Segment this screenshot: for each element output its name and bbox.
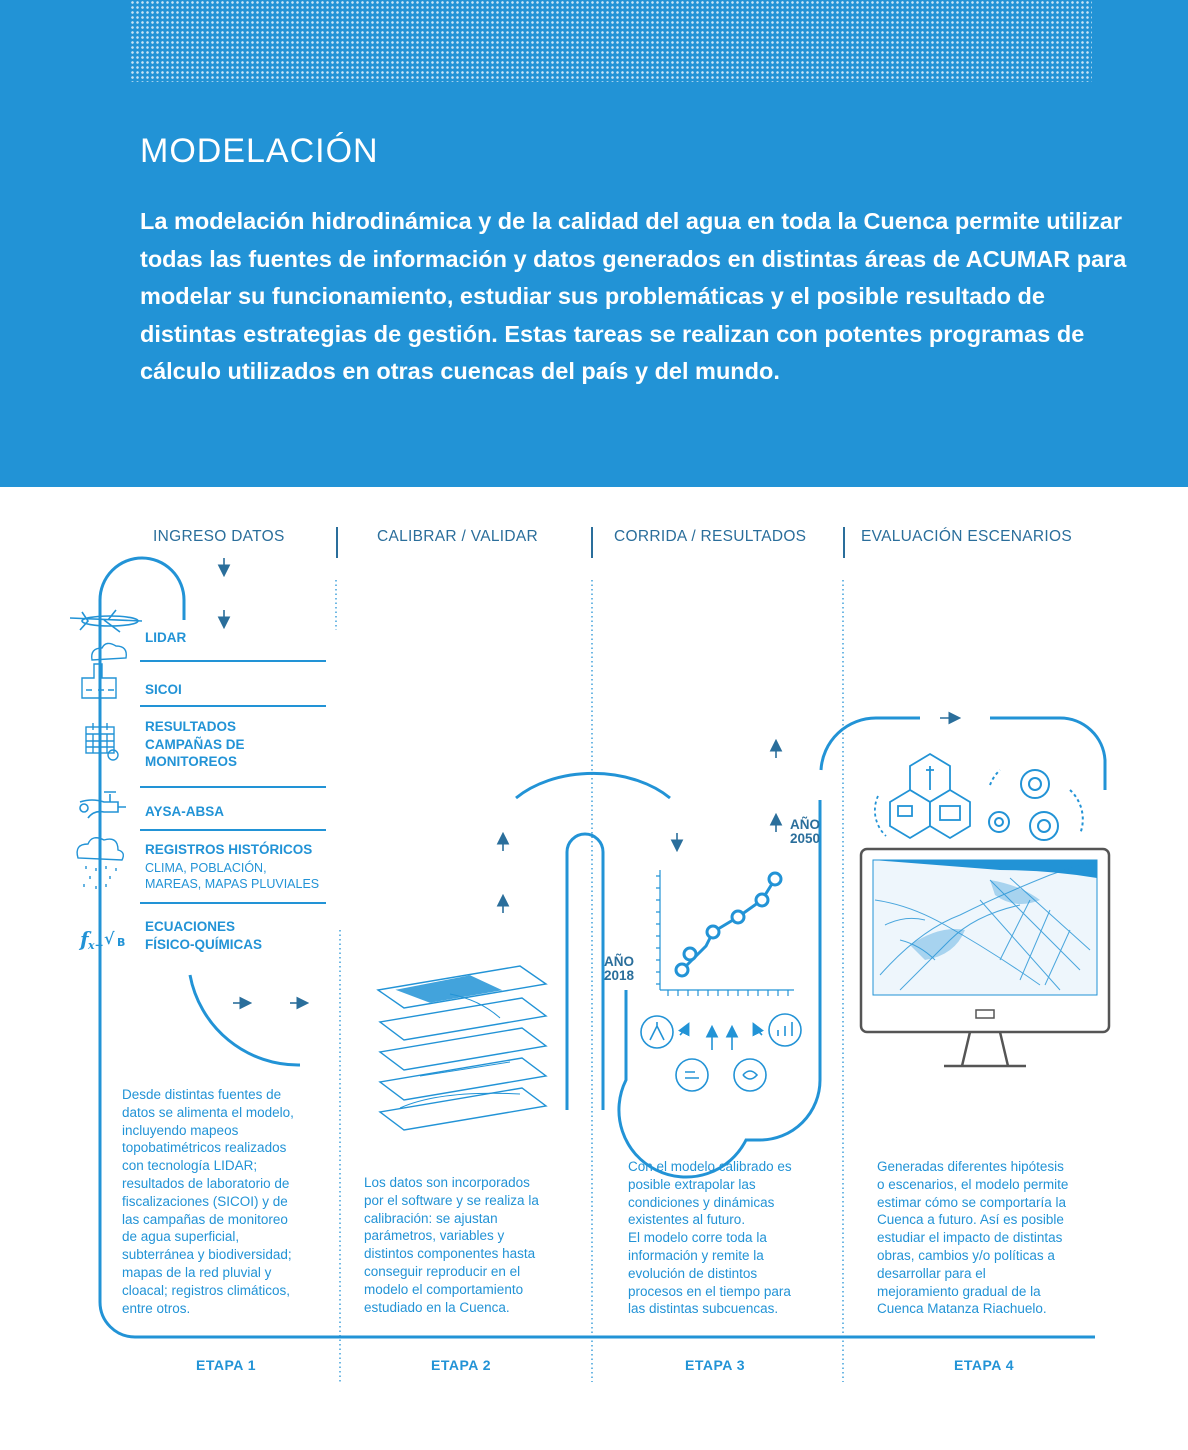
faucet-icon <box>80 792 126 818</box>
page-title: MODELACIÓN <box>140 132 379 170</box>
process-icons <box>641 1014 801 1091</box>
source-divider <box>140 660 326 662</box>
source-sicoi-label: SICOI <box>145 682 182 697</box>
intro-text: La modelación hidrodinámica y de la calidad del agua en toda la Cuenca permite utilizar todas las fuentes de información y datos generados en distintas áreas de ACUMAR para modelar su funcionamiento, estudiar sus problemáticas y el posible resultado de distintas estrategias de gestión. Estas tareas se realizan con potentes programas de cálculo utilizados en otras cuencas del país y del mundo. <box>140 208 1127 384</box>
calendar-icon <box>86 723 118 760</box>
results-chart-axes <box>656 870 794 996</box>
monitor-icon <box>861 849 1109 1066</box>
stage-label-3: ETAPA 3 <box>685 1357 746 1373</box>
source-aysa-label: AYSA-ABSA <box>145 804 225 819</box>
stage2-description: Los datos son incorporados por el software y se realiza la calibración: se ajustan parámetros, variables y distintos componentes hasta conseguir reproducir en el modelo el comportamiento estudiado en la Cuenca. <box>364 1175 539 1315</box>
source-divider <box>140 902 326 904</box>
year-start-label: AÑO 2018 <box>604 954 635 983</box>
source-registros-sub: CLIMA, POBLACIÓN, MAREAS, MAPAS PLUVIALES <box>145 861 320 891</box>
column-heading-corrida: CORRIDA / RESULTADOS <box>614 528 807 545</box>
year-end-label: AÑO 2050 <box>790 817 821 846</box>
source-divider <box>140 705 326 707</box>
stage-label-1: ETAPA 1 <box>196 1357 257 1373</box>
source-lidar-label: LIDAR <box>145 630 187 645</box>
factory-icon <box>82 643 126 698</box>
stage-label-2: ETAPA 2 <box>431 1357 492 1373</box>
column-heading-ingreso: INGRESO DATOS <box>153 528 285 545</box>
stage1-description: Desde distintas fuentes de datos se alimenta el modelo, incluyendo mapeos topobatimétricos realizados con tecnología LIDAR; resultados de laboratorio de fiscalizaciones (SICOI) y de las campañas de monitoreo de agua superficial, subterránea y biodiversidad; mapas de la red pluvial y cloacal; registros climáticos, entre otros. <box>122 1087 294 1316</box>
svg-text:f: f <box>80 927 89 951</box>
gears-icon <box>989 770 1083 840</box>
source-ecuaciones-label: ECUACIONES FÍSICO-QUÍMICAS <box>145 919 262 952</box>
column-heading-evaluacion: EVALUACIÓN ESCENARIOS <box>861 528 1073 545</box>
svg-text:B: B <box>117 936 126 949</box>
airplane-icon <box>70 610 142 632</box>
source-monitoreos-label: RESULTADOS CAMPAÑAS DE MONITOREOS <box>145 719 245 769</box>
stage3-description: Con el modelo calibrado es posible extrapolar las condiciones y dinámicas existentes al futuro. El modelo corre toda la información y remite la evolución de distintos procesos en el tiempo para las distintas subcuencas. <box>628 1159 792 1317</box>
results-chart-points <box>676 873 781 976</box>
svg-text:√: √ <box>104 929 115 948</box>
scenario-icons <box>875 754 970 838</box>
formula-icon <box>78 927 125 952</box>
flow-arrows <box>224 558 958 1003</box>
svg-text:x+: x+ <box>88 939 104 952</box>
column-heading-calibrar: CALIBRAR / VALIDAR <box>377 528 539 545</box>
stage-label-4: ETAPA 4 <box>954 1357 1015 1373</box>
stage4-description: Generadas diferentes hipótesis o escenarios, el modelo permite estimar cómo se comportaría la Cuenca a futuro. Así es posible estudiar el impacto de distintas obras, cambios y/o políticas a desarrollar para el mejoramiento gradual de la Cuenca Matanza Riachuelo. <box>877 1159 1069 1317</box>
source-divider <box>140 786 326 788</box>
map-layers-icon <box>378 966 546 1130</box>
source-registros-label: REGISTROS HISTÓRICOS <box>145 842 313 857</box>
source-divider <box>140 829 326 831</box>
